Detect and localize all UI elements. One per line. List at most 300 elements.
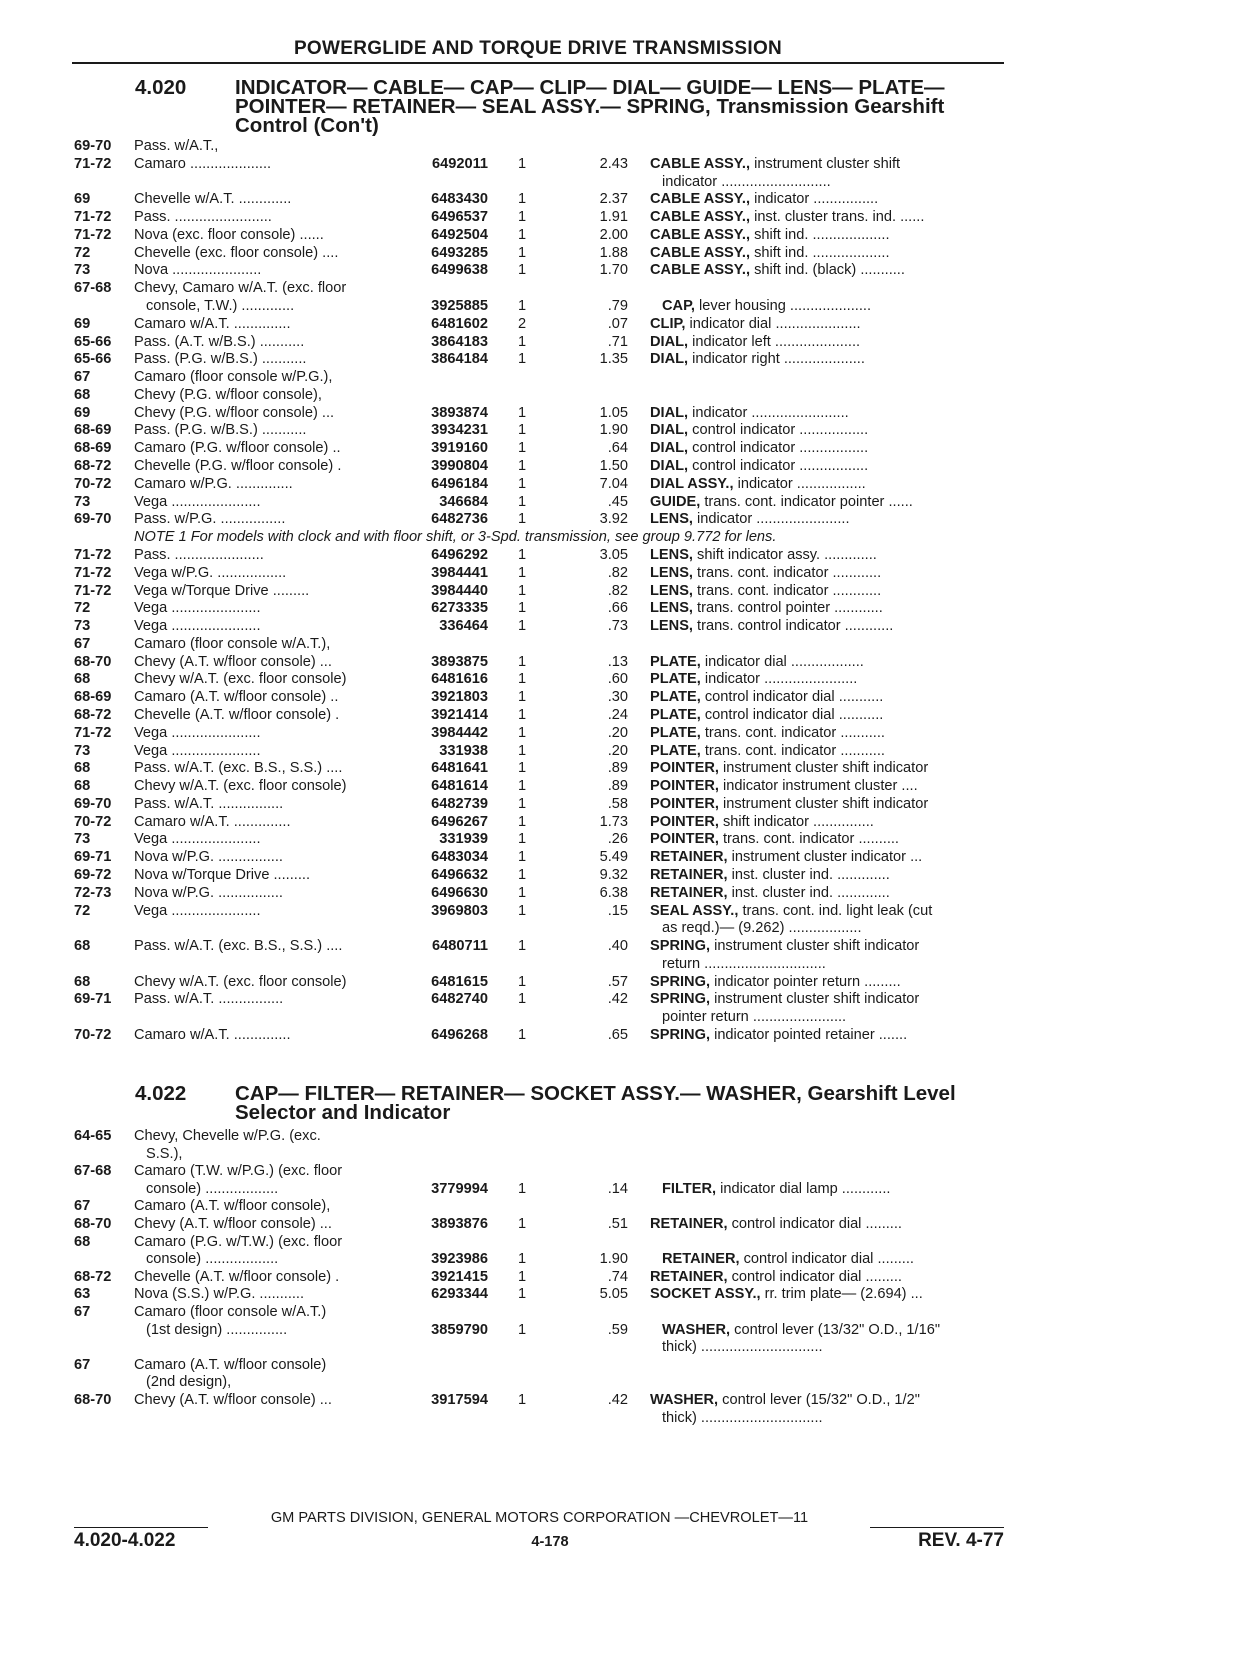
part-name: PLATE, <box>650 724 701 741</box>
part-description: indicator instrument cluster .... <box>718 778 918 795</box>
table-row <box>0 688 1242 706</box>
price-cell: .20 <box>607 724 628 741</box>
year-cell: 72 <box>74 902 91 919</box>
part-number-cell: 6496630 <box>431 884 488 901</box>
description-cell <box>650 688 1005 706</box>
model-cell: Vega w/Torque Drive ......... <box>134 582 310 599</box>
year-cell: 69 <box>74 315 91 332</box>
section-heading <box>235 1084 1025 1122</box>
part-description: control indicator ................. <box>688 458 869 475</box>
part-number-cell: 6481615 <box>431 973 488 990</box>
table-row <box>0 297 1242 315</box>
part-description: indicator pointer return ......... <box>710 973 901 990</box>
part-name: WASHER, <box>650 1392 719 1408</box>
table-row <box>0 670 1242 688</box>
description-cell <box>650 813 1005 831</box>
table-row <box>0 1215 1242 1233</box>
part-description: trans. cont. indicator ............ <box>692 564 882 581</box>
table-row <box>0 1180 1242 1198</box>
table-row <box>0 919 1242 937</box>
table-row <box>0 173 1242 191</box>
price-cell: .89 <box>607 760 628 777</box>
table-row <box>0 404 1242 422</box>
part-description: trans. cont. indicator ........... <box>700 742 885 759</box>
table-row <box>0 1197 1242 1215</box>
description-cell <box>650 439 1005 457</box>
section-heading-line: Control (Con't) <box>235 114 379 137</box>
price-cell: 5.49 <box>599 849 628 866</box>
year-cell: 73 <box>74 742 91 759</box>
table-row <box>0 333 1242 351</box>
part-name: CABLE ASSY., <box>650 262 751 279</box>
table-row <box>0 279 1242 297</box>
model-cell: Chevelle (A.T. w/floor console) . <box>134 706 340 723</box>
part-number-cell: 6496184 <box>431 475 488 492</box>
quantity-cell: 1 <box>518 884 527 901</box>
part-description: lever housing .................... <box>695 298 872 315</box>
year-cell: 67-68 <box>74 1163 112 1180</box>
model-cell: Pass. w/A.T. (exc. B.S., S.S.) .... <box>134 760 343 777</box>
part-description: shift ind. (black) ........... <box>750 262 905 279</box>
description-cell <box>650 1268 1005 1286</box>
table-row <box>0 848 1242 866</box>
table-row <box>0 386 1242 404</box>
part-name: CABLE ASSY., <box>650 209 751 226</box>
price-cell: .24 <box>607 706 628 723</box>
part-description: control indicator dial ........... <box>700 689 884 706</box>
model-cell: Nova w/P.G. ................ <box>134 849 283 866</box>
part-description: trans. control pointer ............ <box>692 600 883 617</box>
model-cell: Pass. ...................... <box>134 546 264 563</box>
table-row <box>0 777 1242 795</box>
year-cell: 69 <box>74 404 91 421</box>
table-row <box>0 1409 1242 1427</box>
table-row <box>0 439 1242 457</box>
description-cell <box>662 1338 1005 1356</box>
price-cell: .14 <box>607 1180 628 1197</box>
part-name: CABLE ASSY., <box>650 155 751 172</box>
part-name: SPRING, <box>650 938 711 955</box>
year-cell: 69-70 <box>74 795 112 812</box>
part-number-cell: 336464 <box>439 618 488 635</box>
price-cell: .51 <box>607 1216 628 1232</box>
year-cell: 67 <box>74 1356 91 1373</box>
model-cell: Camaro (floor console w/P.G.), <box>134 369 333 386</box>
table-row <box>0 902 1242 920</box>
table-row <box>0 1321 1242 1339</box>
table-row <box>0 742 1242 760</box>
quantity-cell: 1 <box>518 795 527 812</box>
table-row <box>0 937 1242 955</box>
table-row <box>0 208 1242 226</box>
year-cell: 68-69 <box>74 440 112 457</box>
description-cell <box>650 155 1005 173</box>
price-cell: 3.05 <box>599 546 628 563</box>
year-cell: 70-72 <box>74 475 112 492</box>
price-cell: .42 <box>607 991 628 1008</box>
price-cell: .59 <box>607 1321 628 1338</box>
part-description: indicator ................ <box>750 191 879 208</box>
part-number-cell: 6492504 <box>431 226 488 243</box>
part-name: LENS, <box>650 600 693 617</box>
model-cell: Chevy (P.G. w/floor console), <box>134 386 322 403</box>
price-cell: .74 <box>607 1268 628 1285</box>
quantity-cell: 1 <box>518 493 527 510</box>
price-cell: .30 <box>607 689 628 706</box>
price-cell: 9.32 <box>599 866 628 883</box>
description-cell <box>650 226 1005 244</box>
price-cell: .64 <box>607 440 628 457</box>
year-cell: 67 <box>74 1304 91 1320</box>
part-name: SPRING, <box>650 1027 711 1043</box>
year-cell: 71-72 <box>74 582 112 599</box>
model-cell: Vega ...................... <box>134 902 261 919</box>
quantity-cell: 1 <box>518 1392 527 1408</box>
table-row <box>0 795 1242 813</box>
part-number-cell: 3921415 <box>431 1268 488 1285</box>
model-cell: Camaro w/A.T. .............. <box>134 813 291 830</box>
part-name: POINTER, <box>650 813 719 830</box>
part-description: shift indicator ............... <box>718 813 874 830</box>
model-cell: Chevy (A.T. w/floor console) ... <box>134 653 332 670</box>
part-description: indicator ....................... <box>700 671 858 688</box>
description-cell <box>662 173 1005 191</box>
model-cell: Vega ...................... <box>134 493 261 510</box>
part-number-cell: 3859790 <box>431 1321 488 1338</box>
price-cell: 1.88 <box>599 244 628 261</box>
model-cell: console) .................. <box>146 1251 279 1268</box>
table-row <box>0 1338 1242 1356</box>
part-name: FILTER, <box>662 1180 717 1197</box>
part-name: POINTER, <box>650 795 719 812</box>
price-cell: .40 <box>607 938 628 955</box>
part-description: trans. cont. indicator .......... <box>718 831 899 848</box>
part-name: DIAL, <box>650 458 689 475</box>
description-cell <box>650 599 1005 617</box>
model-cell: Pass. w/A.T. ................ <box>134 795 284 812</box>
model-cell: Chevelle (exc. floor console) .... <box>134 244 339 261</box>
description-cell <box>650 848 1005 866</box>
model-cell: Vega ...................... <box>134 600 261 617</box>
model-cell: Nova w/Torque Drive ......... <box>134 866 310 883</box>
description-cell <box>650 244 1005 262</box>
year-cell: 68 <box>74 778 91 795</box>
quantity-cell: 1 <box>518 831 527 848</box>
table-row <box>0 546 1242 564</box>
table-row <box>0 137 1242 155</box>
quantity-cell: 1 <box>518 1286 527 1303</box>
part-description: indicator ........................ <box>688 404 849 421</box>
description-cell <box>650 421 1005 439</box>
description-cell <box>650 653 1005 671</box>
description-cell <box>650 830 1005 848</box>
year-cell: 65-66 <box>74 333 112 350</box>
model-cell: console, T.W.) ............. <box>146 298 295 315</box>
table-row <box>0 635 1242 653</box>
part-description: control indicator dial ......... <box>739 1251 914 1268</box>
table-row <box>0 759 1242 777</box>
part-description: trans. control indicator ............ <box>692 618 894 635</box>
description-cell <box>662 1180 1005 1198</box>
part-name: SPRING, <box>650 973 711 990</box>
year-cell: 69 <box>74 191 91 208</box>
description-cell <box>650 937 1005 955</box>
price-cell: 2.00 <box>599 226 628 243</box>
year-cell: 68-70 <box>74 653 112 670</box>
table-row <box>0 475 1242 493</box>
table-row <box>0 1145 1242 1163</box>
quantity-cell: 1 <box>518 706 527 723</box>
part-number-cell: 6492011 <box>431 155 488 172</box>
year-cell: 71-72 <box>74 724 112 741</box>
description-cell <box>650 973 1005 991</box>
part-number-cell: 6481641 <box>431 760 488 777</box>
section-heading-line: Selector and Indicator <box>235 1101 451 1124</box>
description-cell <box>662 919 1005 937</box>
table-row <box>0 1026 1242 1044</box>
description-cell <box>650 582 1005 600</box>
price-cell: 7.04 <box>599 475 628 492</box>
part-number-cell: 3893876 <box>431 1216 488 1232</box>
model-cell: Chevy w/A.T. (exc. floor console) <box>134 671 347 688</box>
footer-revision: REV. 4-77 <box>918 1530 1004 1551</box>
table-row <box>0 155 1242 173</box>
model-cell: Nova (exc. floor console) ...... <box>134 226 324 243</box>
section-heading <box>235 78 1025 135</box>
year-cell: 68 <box>74 938 91 955</box>
model-cell: Vega ...................... <box>134 618 261 635</box>
price-cell: 1.35 <box>599 351 628 368</box>
part-number-cell: 3990804 <box>431 458 488 475</box>
model-cell: Chevelle (P.G. w/floor console) . <box>134 458 342 475</box>
part-description: control indicator ................. <box>688 422 869 439</box>
quantity-cell: 1 <box>518 458 527 475</box>
quantity-cell: 1 <box>518 689 527 706</box>
price-cell: .20 <box>607 742 628 759</box>
part-description: inst. cluster ind. ............. <box>727 866 890 883</box>
footer-rule-left <box>74 1527 208 1528</box>
model-cell: Camaro (P.G. w/T.W.) (exc. floor <box>134 1233 343 1250</box>
part-name: RETAINER, <box>650 849 728 866</box>
part-name: DIAL, <box>650 404 689 421</box>
year-cell: 68-72 <box>74 458 112 475</box>
part-description: instrument cluster indicator ... <box>727 849 923 866</box>
model-cell: (1st design) ............... <box>146 1321 288 1338</box>
part-description: control indicator dial ......... <box>727 1268 902 1285</box>
description-cell <box>650 350 1005 368</box>
description-cell <box>650 333 1005 351</box>
quantity-cell: 1 <box>518 742 527 759</box>
page-header: POWERGLIDE AND TORQUE DRIVE TRANSMISSION <box>293 38 783 59</box>
price-cell: .58 <box>607 795 628 812</box>
footer-group-range: 4.020-4.022 <box>74 1530 176 1551</box>
price-cell: 5.05 <box>599 1286 628 1303</box>
table-row <box>0 564 1242 582</box>
description-cell <box>650 617 1005 635</box>
table-row <box>0 368 1242 386</box>
table-row <box>0 421 1242 439</box>
part-description: shift indicator assy. ............. <box>692 546 877 563</box>
part-description: as reqd.)— (9.262) .................. <box>662 920 862 937</box>
footer-page-number: 4-178 <box>531 1534 569 1550</box>
part-number-cell: 6480711 <box>431 938 488 955</box>
description-cell <box>662 1321 1005 1339</box>
year-cell: 68 <box>74 973 91 990</box>
part-number-cell: 6273335 <box>431 600 488 617</box>
quantity-cell: 1 <box>518 866 527 883</box>
price-cell: .65 <box>607 1027 628 1043</box>
part-number-cell: 6496632 <box>431 866 488 883</box>
part-number-cell: 6482736 <box>431 511 488 528</box>
part-name: RETAINER, <box>650 884 728 901</box>
part-name: CLIP, <box>650 315 686 332</box>
year-cell: 68-70 <box>74 1392 112 1408</box>
price-cell: 1.91 <box>599 209 628 226</box>
table-row <box>0 226 1242 244</box>
model-cell: Camaro w/A.T. .............. <box>134 315 291 332</box>
quantity-cell: 1 <box>518 849 527 866</box>
quantity-cell: 1 <box>518 760 527 777</box>
price-cell: 1.50 <box>599 458 628 475</box>
price-cell: .71 <box>607 333 628 350</box>
part-description: thick) .............................. <box>662 1409 823 1426</box>
price-cell: .15 <box>607 902 628 919</box>
part-description: control indicator dial ........... <box>700 706 884 723</box>
quantity-cell: 1 <box>518 1027 527 1043</box>
part-description: trans. cont. indicator ........... <box>700 724 885 741</box>
price-cell: .82 <box>607 564 628 581</box>
description-cell <box>650 759 1005 777</box>
description-cell <box>650 315 1005 333</box>
description-cell <box>650 706 1005 724</box>
table-row <box>0 884 1242 902</box>
model-cell: Pass. ........................ <box>134 209 272 226</box>
price-cell: .42 <box>607 1392 628 1408</box>
quantity-cell: 1 <box>518 991 527 1008</box>
model-cell: Pass. w/A.T., <box>134 138 219 154</box>
description-cell <box>650 510 1005 528</box>
section-heading-line: POINTER— RETAINER— SEAL ASSY.— SPRING, Transmission Gearshift <box>235 95 945 118</box>
quantity-cell: 1 <box>518 671 527 688</box>
table-row <box>0 813 1242 831</box>
part-description: indicator ....................... <box>692 511 850 528</box>
description-cell <box>650 990 1005 1008</box>
part-number-cell: 6482740 <box>431 991 488 1008</box>
model-cell: Camaro (T.W. w/P.G.) (exc. floor <box>134 1163 343 1180</box>
table-row <box>0 1303 1242 1321</box>
quantity-cell: 1 <box>518 244 527 261</box>
quantity-cell: 1 <box>518 618 527 635</box>
year-cell: 68-69 <box>74 422 112 439</box>
price-cell: 1.73 <box>599 813 628 830</box>
model-cell: Camaro w/P.G. .............. <box>134 475 293 492</box>
part-number-cell: 6481614 <box>431 778 488 795</box>
quantity-cell: 1 <box>518 582 527 599</box>
model-cell: (2nd design), <box>146 1374 232 1391</box>
part-name: PLATE, <box>650 742 701 759</box>
table-row <box>0 990 1242 1008</box>
part-name: CAP, <box>662 298 695 315</box>
description-cell <box>650 1215 1005 1233</box>
section-heading-line: CAP— FILTER— RETAINER— SOCKET ASSY.— WASHER, Gearshift Level <box>235 1082 956 1105</box>
part-number-cell: 3919160 <box>431 440 488 457</box>
part-name: DIAL, <box>650 333 689 350</box>
model-cell: Chevy (A.T. w/floor console) ... <box>134 1392 332 1408</box>
quantity-cell: 1 <box>518 351 527 368</box>
year-cell: 70-72 <box>74 1027 112 1043</box>
table-row <box>0 955 1242 973</box>
part-description: trans. cont. indicator pointer ...... <box>700 493 913 510</box>
part-description: indicator dial lamp ............ <box>716 1180 891 1197</box>
table-row <box>0 244 1242 262</box>
model-cell: Vega ...................... <box>134 831 261 848</box>
description-cell <box>650 546 1005 564</box>
model-cell: S.S.), <box>146 1145 183 1162</box>
description-cell <box>662 1409 1005 1427</box>
description-cell <box>650 1391 1005 1409</box>
table-row <box>0 1391 1242 1409</box>
part-name: POINTER, <box>650 778 719 795</box>
year-cell: 70-72 <box>74 813 112 830</box>
part-description: instrument cluster shift indicator <box>718 760 929 777</box>
part-number-cell: 6481602 <box>431 315 488 332</box>
part-name: SPRING, <box>650 991 711 1008</box>
description-cell <box>650 866 1005 884</box>
part-description: indicator right .................... <box>688 351 865 368</box>
model-cell: Vega ...................... <box>134 724 261 741</box>
part-description: thick) .............................. <box>662 1339 823 1356</box>
table-row <box>0 973 1242 991</box>
quantity-cell: 1 <box>518 1216 527 1232</box>
part-name: RETAINER, <box>650 866 728 883</box>
quantity-cell: 1 <box>518 1251 527 1268</box>
year-cell: 69-70 <box>74 511 112 528</box>
part-number-cell: 6496267 <box>431 813 488 830</box>
quantity-cell: 1 <box>518 778 527 795</box>
part-number-cell: 3921803 <box>431 689 488 706</box>
model-cell: Camaro (A.T. w/floor console) .. <box>134 689 339 706</box>
part-number-cell: 346684 <box>439 493 488 510</box>
quantity-cell: 1 <box>518 155 527 172</box>
part-number-cell: 3969803 <box>431 902 488 919</box>
part-number-cell: 3984441 <box>431 564 488 581</box>
part-number-cell: 3934231 <box>431 422 488 439</box>
part-description: control lever (13/32" O.D., 1/16" <box>730 1321 941 1338</box>
model-cell: console) .................. <box>146 1180 279 1197</box>
table-row <box>0 617 1242 635</box>
quantity-cell: 1 <box>518 653 527 670</box>
model-cell: Chevelle (A.T. w/floor console) . <box>134 1268 340 1285</box>
part-description: instrument cluster shift <box>750 155 901 172</box>
quantity-cell: 1 <box>518 938 527 955</box>
table-row <box>0 1233 1242 1251</box>
price-cell: .45 <box>607 493 628 510</box>
table-row <box>0 493 1242 511</box>
price-cell: .89 <box>607 778 628 795</box>
part-description: indicator ................. <box>733 475 866 492</box>
year-cell: 73 <box>74 262 91 279</box>
table-row <box>0 350 1242 368</box>
model-cell: Pass. (A.T. w/B.S.) ........... <box>134 333 305 350</box>
description-cell <box>650 404 1005 422</box>
section-heading-line: INDICATOR— CABLE— CAP— CLIP— DIAL— GUIDE— LENS— PLATE— <box>235 76 945 99</box>
section-number: 4.020 <box>135 76 187 99</box>
section-number: 4.022 <box>135 1082 187 1105</box>
quantity-cell: 1 <box>518 546 527 563</box>
price-cell: .66 <box>607 600 628 617</box>
price-cell: .07 <box>607 315 628 332</box>
part-name: CABLE ASSY., <box>650 226 751 243</box>
